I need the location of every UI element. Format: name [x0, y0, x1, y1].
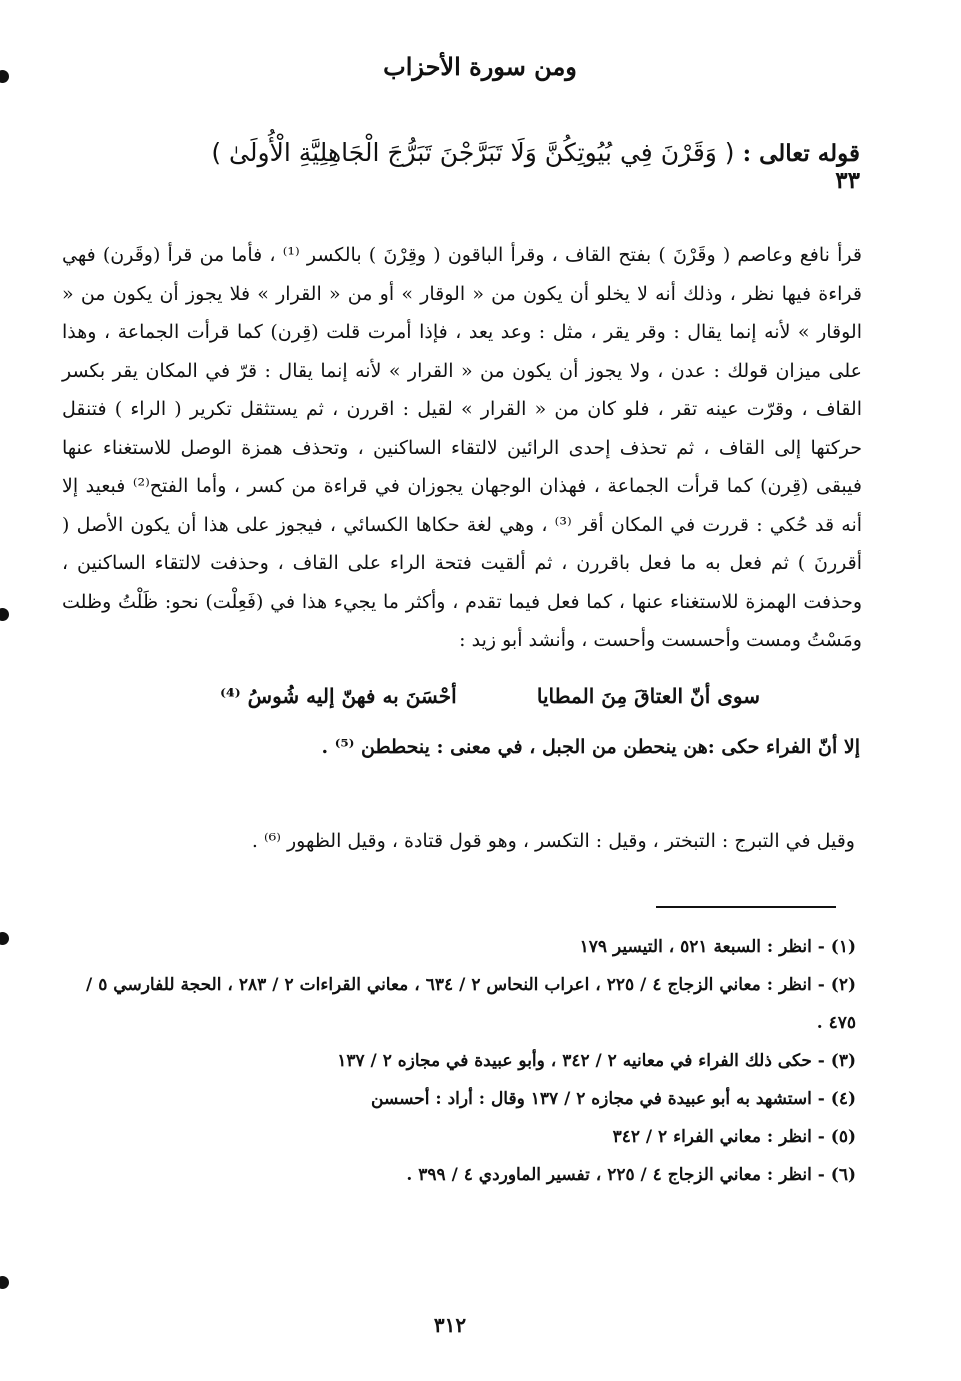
- poem-second-hemistich: أحْسَنَ به فهنّ إليه شُوسُ ⁽⁴⁾: [220, 684, 457, 708]
- verse-line: [200, 138, 860, 194]
- binding-hole-mark: [0, 70, 9, 83]
- poem-verse: [200, 684, 760, 724]
- footnote-4: (٤) - استشهد به أبو عبيدة في مجازه ٢ / ١٣٧ وقال : أراد : أحسسن: [371, 1089, 856, 1109]
- body-text: [62, 236, 862, 660]
- verse-intro: قوله تعالى :: [742, 140, 860, 167]
- binding-hole-mark: [0, 608, 9, 621]
- footnote-2: (٢) - انظر : معاني الزجاج ٤ / ٢٢٥ ، اعراب النحاس ٢ / ٦٣٤ ، معاني القراءات ٢ / ٢٨٣ ، الحجة للفارسي ٥ / ٤٧٥ .: [86, 975, 857, 1033]
- poem-first-hemistich: سوى أنّ العتاقَ مِنَ المطايا: [536, 684, 760, 708]
- footnotes: [86, 928, 856, 1194]
- footnote-6: (٦) - انظر : معاني الزجاج ٤ / ٢٢٥ ، تفسير الماوردي ٤ / ٣٩٩ .: [406, 1165, 856, 1185]
- tabarruj-line: وقيل في التبرج : التبختر ، وقيل : التكسر ، وهو قول قتادة ، وقيل الظهور ⁽⁶⁾ .: [251, 830, 855, 852]
- body-paragraph: قرأ نافع وعاصم ( وقَرْنَ ) بفتح القاف ، وقرأ الباقون ( وقِرْنَ ) بالكسر ⁽¹⁾ ، فأما من قرأ (وقَرن) فهي قراءة فيها نظر ، وذلك أنه لا يخلو أن يكون من « الوقار » أو من « القرار » فلا يجوز أن يكون من « الوقار » لأنه إنما يقال : وقر يقر ، مثل : وعد يعد ، فإذا أمرت قلت (قِرن) كما قرأت الجماعة ، وهذا على ميزان قولك : عدن ، ولا يجوز أن يكون من « القرار » لأنه إنما يقال : قرّ في المكان يقر بكسر القاف ، وقرّت عينه تقر ، فلو كان من « القرار » لقيل : اقررن ، ثم يستثقل تكرير ( الراء ) فتنقل حركتها إلى القاف ، ثم تحذف إحدى الرائين لالتقاء الساكنين ، وتحذف همزة الوصل للاستغناء عنها فيبقى (قِرن) كما قرأت الجماعة ، فهذان الوجهان يجوزان في قراءة من كسر ، وأما الفتح⁽²⁾ فبعيد إلا أنه قد حُكي : قررت في المكان أقر ⁽³⁾ ، وهي لغة حكاها الكسائي ، فيجوز على هذا أن يكون الأصل ( أقررنَ ) ثم فعل به ما فعل باقررن ، ثم ألقيت فتحة الراء على القاف ، وحذفت لالتقاء الساكنين ، وحذفت الهمزة للاستغناء عنها ، كما فعل فيما تقدم ، وأكثر ما يجيء هذا في (فَعِلْت) نحو: ظَلْتُ وظلت ومَسْتُ ومست وأحسست وأحست ، وأنشد أبو زيد :: [62, 244, 863, 651]
- binding-hole-mark: [0, 932, 9, 945]
- footnote-1: (١) - انظر : السبعة ٥٢١ ، التيسير ١٧٩: [579, 937, 856, 957]
- page-number: ٣١٢: [433, 1313, 467, 1337]
- after-poem-line: إلا أنّ الفراء حكى :هن ينحطن من الجبل ، في معنى : ينحططن ⁽⁵⁾ .: [321, 736, 860, 758]
- verse-number: ٣٣: [835, 167, 860, 194]
- page-header: ومن سورة الأحزاب: [383, 52, 577, 81]
- footnote-5: (٥) - انظر : معاني الفراء ٢ / ٣٤٢: [612, 1127, 856, 1147]
- quran-verse: ( وَقَرْنَ فِي بُيُوتِكُنَّ وَلَا تَبَرَّجْنَ تَبَرُّجَ الْجَاهِلِيَّةِ الْأُولَىٰ ): [211, 138, 735, 167]
- binding-hole-mark: [0, 1276, 9, 1289]
- footnote-3: (٣) - حكى ذلك الفراء في معانيه ٢ / ٣٤٢ ، وأبو عبيدة في مجازه ٢ / ١٣٧: [337, 1051, 856, 1071]
- footnote-separator: [656, 906, 836, 908]
